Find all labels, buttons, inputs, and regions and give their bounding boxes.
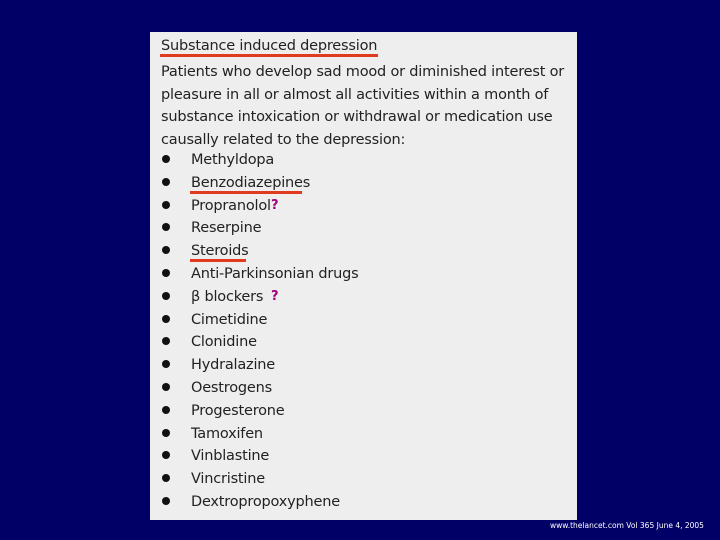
- intro-text: Patients who develop sad mood or diminished interest or pleasure in all or almost all activities within a month of substance intoxication or withdrawal or medication use causally related to the depression:: [161, 64, 565, 148]
- list-item: [150, 423, 550, 445]
- list-item: [150, 217, 550, 239]
- bullet-icon: [162, 383, 170, 391]
- list-item-label: Oestrogens: [191, 380, 272, 396]
- list-item-label: Reserpine: [191, 220, 262, 237]
- list-item-label: Tamoxifen: [191, 425, 263, 442]
- highlight-underline: [190, 259, 246, 262]
- list-item-label: Progesterone: [191, 402, 285, 419]
- bullet-icon: [162, 201, 170, 209]
- bullet-icon: [162, 360, 170, 368]
- list-item: [150, 286, 550, 308]
- list-item-label: Steroids: [191, 243, 249, 260]
- list-item: [150, 445, 550, 467]
- slide-title: Substance induced depression: [161, 38, 378, 54]
- bullet-icon: [162, 337, 170, 345]
- bullet-icon: [162, 315, 170, 323]
- list-item: [150, 240, 550, 262]
- list-item-label: Anti-Parkinsonian drugs: [191, 266, 359, 282]
- list-item-label: Cimetidine: [191, 311, 268, 328]
- list-item-label: Dextropropoxyphene: [191, 494, 340, 510]
- bullet-icon: [162, 451, 170, 459]
- bullet-icon: [162, 429, 170, 437]
- list-item-label: Hydralazine: [191, 357, 275, 374]
- bullet-icon: [162, 246, 170, 254]
- bullet-icon: [162, 474, 170, 482]
- list-item: [150, 309, 550, 331]
- list-item: [150, 354, 550, 376]
- bullet-icon: [162, 292, 170, 300]
- list-item-label: Benzodiazepines: [191, 174, 311, 191]
- title-underline: [160, 54, 378, 57]
- list-item: [150, 400, 550, 422]
- bullet-icon: [162, 155, 170, 163]
- question-mark: ?: [271, 288, 279, 304]
- list-item-label: Clonidine: [191, 334, 257, 351]
- list-item: [150, 263, 550, 285]
- bullet-icon: [162, 269, 170, 277]
- list-item-label: Vincristine: [191, 471, 265, 488]
- bullet-icon: [162, 223, 170, 231]
- list-item-label: Methyldopa: [191, 152, 275, 168]
- question-mark: ?: [271, 197, 279, 213]
- bullet-icon: [162, 497, 170, 505]
- list-item: [150, 377, 550, 399]
- list-item-label: Propranolol: [191, 197, 271, 214]
- list-item: [150, 172, 550, 194]
- list-item: [150, 491, 550, 513]
- list-item: [150, 468, 550, 490]
- bullet-icon: [162, 406, 170, 414]
- list-item-label: Vinblastine: [191, 448, 270, 465]
- bullet-icon: [162, 178, 170, 186]
- list-item-label: β blockers: [191, 288, 264, 305]
- highlight-underline: [190, 191, 302, 194]
- content-panel: [150, 32, 577, 520]
- list-item: [150, 331, 550, 353]
- source-citation: www.thelancet.com Vol 365 June 4, 2005: [550, 521, 704, 530]
- list-item: [150, 195, 550, 217]
- list-item: [150, 149, 550, 171]
